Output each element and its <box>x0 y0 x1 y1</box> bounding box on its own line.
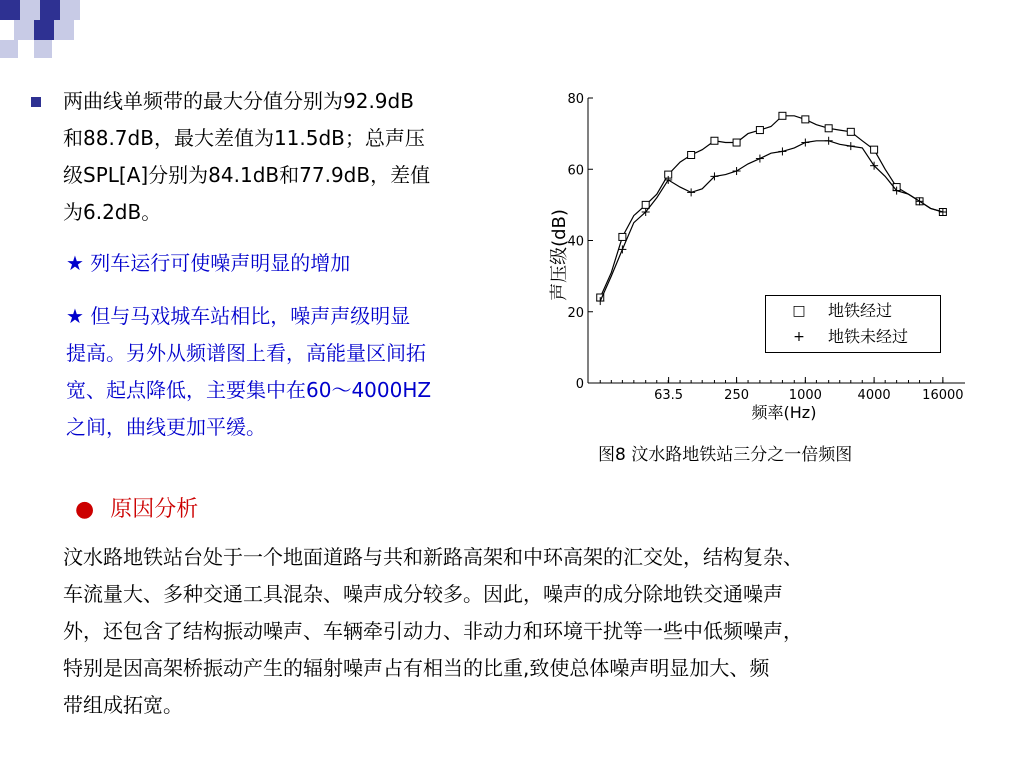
legend-label: 地铁经过 <box>828 301 893 320</box>
series-line-2 <box>600 141 943 301</box>
square-marker <box>847 128 854 135</box>
series-line-1 <box>600 116 943 298</box>
figure-caption: 图8 汶水路地铁站三分之一倍频图 <box>598 445 853 465</box>
body-line: 汶水路地铁站台处于一个地面道路与共和新路高架和中环高架的汇交处，结构复杂、 <box>63 545 803 569</box>
intro-line: 和88.7dB，最大差值为11.5dB；总声压 <box>63 126 425 150</box>
square-marker <box>711 137 718 144</box>
square-marker <box>733 139 740 146</box>
intro-line: 两曲线单频带的最大分值分别为92.9dB <box>63 89 414 113</box>
star-line: ★ 列车运行可使噪声明显的增加 <box>66 251 351 275</box>
spectrum-chart <box>540 85 970 425</box>
square-marker <box>619 233 626 240</box>
square-marker <box>802 116 809 123</box>
body-line: 外，还包含了结构振动噪声、车辆牵引动力、非动力和环境干扰等一些中低频噪声， <box>63 619 803 643</box>
intro-paragraph <box>63 83 430 231</box>
section-heading <box>75 492 198 528</box>
square-marker <box>871 146 878 153</box>
square-marker <box>825 125 832 132</box>
y-tick-label: 0 <box>575 377 584 392</box>
body-line: 特别是因高架桥振动产生的辐射噪声占有相当的比重,致使总体噪声明显加大、频 <box>63 656 770 680</box>
x-axis-label: 频率(Hz) <box>751 403 817 422</box>
plus-marker-icon: + <box>793 329 805 345</box>
intro-line: 级SPL[A]分别为84.1dB和77.9dB，差值 <box>63 163 431 187</box>
square-marker <box>756 127 763 134</box>
star-line: ★ 但与马戏城车站相比，噪声声级明显 <box>66 304 411 328</box>
x-tick-label: 250 <box>724 388 750 403</box>
bullet-square-icon <box>31 97 41 107</box>
decorative-squares <box>0 0 80 60</box>
intro-line: 为6.2dB。 <box>63 200 162 224</box>
y-axis-label: 声压级(dB) <box>549 209 570 301</box>
square-marker <box>642 201 649 208</box>
square-marker <box>688 152 695 159</box>
chart-series <box>596 112 947 305</box>
chart-legend <box>765 295 941 353</box>
body-line: 车流量大、多种交通工具混杂、噪声成分较多。因此，噪声的成分除地铁交通噪声 <box>63 582 783 606</box>
y-tick-label: 20 <box>567 305 584 321</box>
y-tick-label: 80 <box>567 92 584 107</box>
star-line: 宽、起点降低，主要集中在60～4000HZ <box>66 378 432 402</box>
star-line: 之间，曲线更加平缓。 <box>66 415 266 439</box>
section-title: 原因分析 <box>110 497 199 522</box>
bullet-dot-icon: ● <box>75 497 95 522</box>
star-line: 提高。另外从频谱图上看，高能量区间拓 <box>66 341 426 365</box>
x-tick-label: 16000 <box>922 388 964 403</box>
x-tick-label: 1000 <box>788 388 822 403</box>
square-marker <box>779 112 786 119</box>
star-point-1 <box>66 245 350 282</box>
y-tick-label: 60 <box>567 163 584 179</box>
chart-axes <box>567 92 965 403</box>
x-tick-label: 4000 <box>857 388 891 403</box>
y-tick-label: 40 <box>567 234 584 250</box>
legend-label: 地铁未经过 <box>828 327 909 346</box>
body-paragraph <box>63 539 803 724</box>
body-line: 带组成拓宽。 <box>63 693 183 717</box>
star-point-2 <box>66 298 431 446</box>
square-marker-icon: □ <box>792 303 806 319</box>
x-tick-label: 63.5 <box>654 388 684 403</box>
